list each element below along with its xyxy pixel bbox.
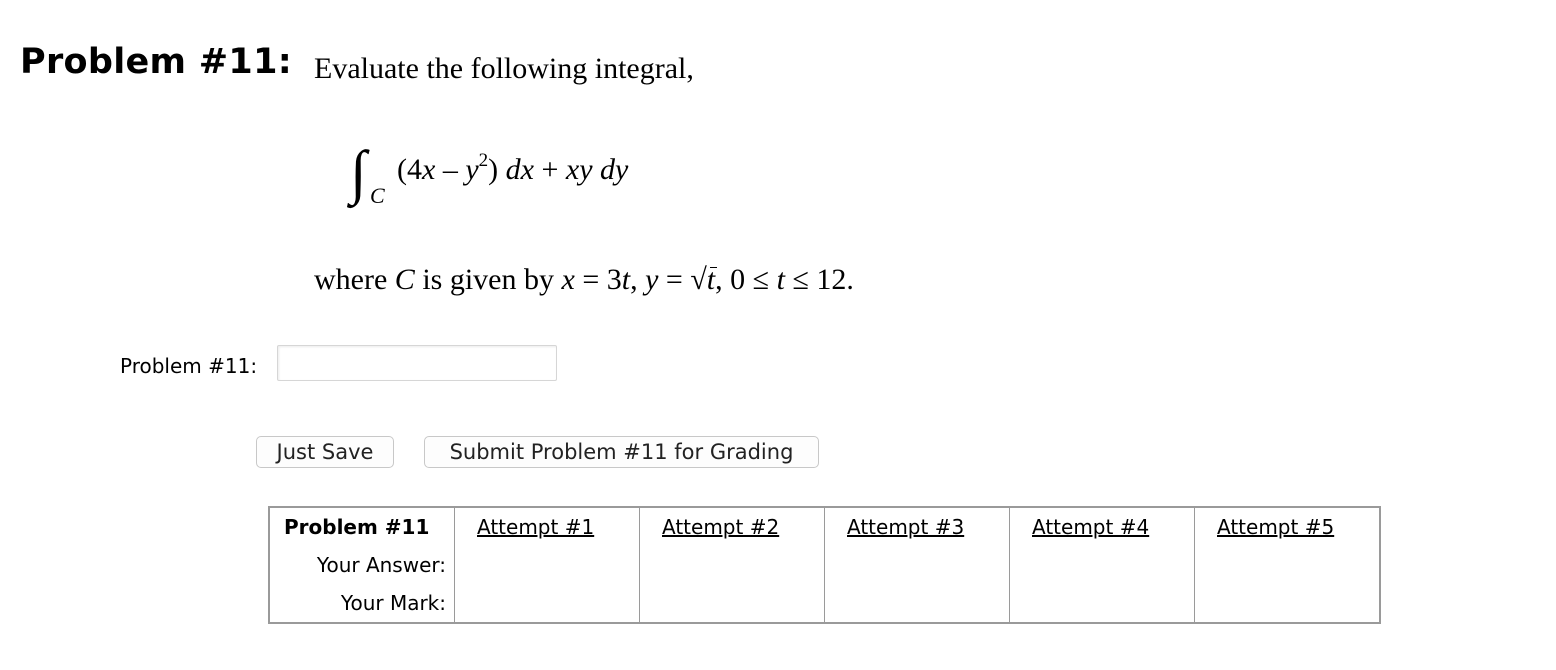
attempt-1-mark [455,584,640,623]
integrand-plus: + [533,153,566,186]
integrand-xy: xy [565,153,593,186]
integrand-x: x [422,153,436,186]
answer-input[interactable] [277,345,557,381]
attempts-table-title: Problem #11 [269,507,455,546]
attempt-1-header[interactable] [455,507,640,546]
where-range-end: ≤ 12. [784,263,854,296]
where-range-start: 0 ≤ [730,263,777,296]
integrand-paren-open: (4 [397,153,422,186]
answer-label: Problem #11: [120,354,258,378]
where-comma1: , [630,263,646,296]
where-comma2: , [715,263,731,296]
where-t3: t [776,263,785,296]
your-mark-row [269,584,1380,623]
integrand-dx: dx [505,153,534,186]
your-answer-row [269,546,1380,584]
attempt-4-mark [1010,584,1195,623]
attempt-1-answer [455,546,640,584]
integrand-minus: – [435,153,466,186]
attempt-3-header[interactable] [825,507,1010,546]
attempt-4-header[interactable] [1010,507,1195,546]
attempt-5-mark [1195,584,1381,623]
where-C: C [394,263,415,296]
curve-definition [314,263,854,297]
attempt-4-answer [1010,546,1195,584]
attempt-5-answer [1195,546,1381,584]
attempt-4-link[interactable]: Attempt #4 [1032,515,1150,539]
attempt-2-mark [640,584,825,623]
sqrt-expression [690,263,715,297]
problem-heading-text: Evaluate the following integral, [314,52,694,85]
attempt-3-link[interactable]: Attempt #3 [847,515,965,539]
sqrt-symbol: √ [690,263,707,296]
attempt-2-link[interactable]: Attempt #2 [662,515,780,539]
integral-subscript: C [370,183,385,208]
where-y: y [645,263,659,296]
where-prefix: where [314,263,395,296]
where-t1: t [621,263,631,296]
where-eq2: = [658,263,691,296]
integrand-paren-close: ) [488,153,506,186]
attempt-2-answer [640,546,825,584]
attempt-5-link[interactable]: Attempt #5 [1217,515,1335,539]
attempt-1-link[interactable]: Attempt #1 [477,515,595,539]
where-t2: t [706,263,716,296]
attempts-header-row [269,507,1380,546]
attempt-2-header[interactable] [640,507,825,546]
attempt-5-header[interactable] [1195,507,1381,546]
where-middle: is given by [414,263,562,296]
your-answer-label: Your Answer: [269,546,455,584]
sqrt-vinculum [710,267,717,268]
attempt-3-mark [825,584,1010,623]
where-x: x [561,263,575,296]
integrand-expression [397,150,629,187]
integral-sign: ∫ [350,139,367,205]
problem-heading-label: Problem #11: [20,42,293,82]
integrand-dy: dy [600,153,629,186]
attempt-3-answer [825,546,1010,584]
your-mark-label: Your Mark: [269,584,455,623]
attempts-table [268,506,1381,624]
integrand-exponent: 2 [478,150,489,171]
integrand-y: y [465,153,479,186]
just-save-button[interactable]: Just Save [256,436,394,468]
where-eq1: = 3 [574,263,622,296]
submit-for-grading-button[interactable]: Submit Problem #11 for Grading [424,436,819,468]
